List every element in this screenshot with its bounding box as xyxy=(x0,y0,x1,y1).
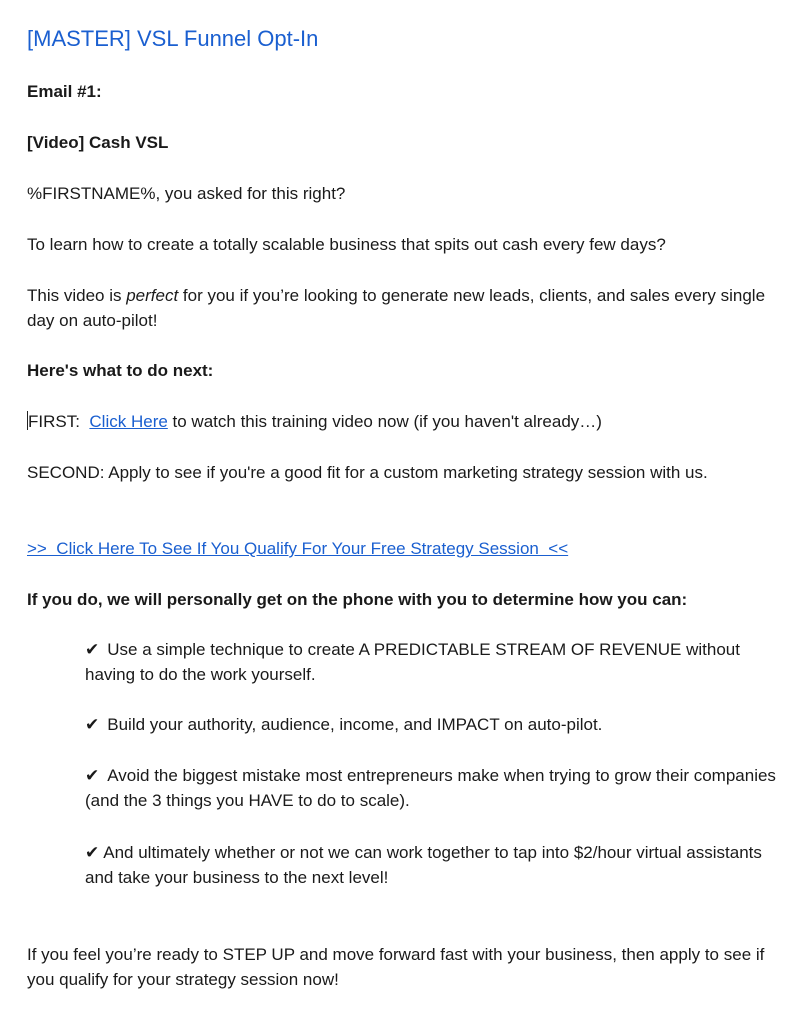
document-title: [MASTER] VSL Funnel Opt-In xyxy=(27,26,319,51)
intro-text: To learn how to create a totally scalable business that spits out cash every few days? xyxy=(27,235,666,254)
benefit-text: Build your authority, audience, income, and IMPACT on auto-pilot. xyxy=(107,715,603,734)
video-text-before: This video is xyxy=(27,286,127,305)
qualify-link[interactable]: >> Click Here To See If You Qualify For Your Free Strategy Session << xyxy=(27,539,569,558)
benefit-item xyxy=(85,637,785,687)
checkmark-icon: ✔ xyxy=(85,715,100,734)
benefit-text: Avoid the biggest mistake most entrepreneurs make when trying to grow their companies (and the 3 things you HAVE to do to scale). xyxy=(85,766,776,810)
qualify-paragraph xyxy=(27,536,568,561)
email-heading: Email #1: xyxy=(27,82,102,101)
next-steps-heading: Here's what to do next: xyxy=(27,361,214,380)
first-step-label: FIRST: xyxy=(28,412,90,431)
watch-video-link[interactable]: Click Here xyxy=(89,412,168,431)
greeting-text: %FIRSTNAME%, you asked for this right? xyxy=(27,184,346,203)
email-subject: [Video] Cash VSL xyxy=(27,133,169,152)
first-step-after: to watch this training video now (if you haven't already…) xyxy=(167,412,602,431)
second-step: SECOND: Apply to see if you're a good fit for a custom marketing strategy session with us. xyxy=(27,463,708,482)
video-description xyxy=(27,283,767,333)
benefits-heading: If you do, we will personally get on the phone with you to determine how you can: xyxy=(27,590,688,609)
checkmark-icon: ✔ xyxy=(85,766,100,785)
closing-text: If you feel you’re ready to STEP UP and move forward fast with your business, then apply to see if you qualify for your strategy session now! xyxy=(27,945,765,989)
benefit-item xyxy=(85,712,785,737)
first-step xyxy=(27,409,602,434)
video-text-after: for you if you’re looking to generate new leads, clients, and sales every single day on auto-pilot! xyxy=(27,286,766,330)
video-text-emphasis: perfect xyxy=(126,286,179,305)
benefit-item xyxy=(85,763,785,813)
checkmark-icon: ✔ xyxy=(85,843,100,862)
checkmark-icon: ✔ xyxy=(85,640,100,659)
benefit-text: And ultimately whether or not we can work together to tap into $2/hour virtual assistants and take your business to the next level! xyxy=(85,843,762,887)
benefit-item xyxy=(85,840,785,890)
benefit-text: Use a simple technique to create A PREDICTABLE STREAM OF REVENUE without having to do the work yourself. xyxy=(85,640,740,684)
